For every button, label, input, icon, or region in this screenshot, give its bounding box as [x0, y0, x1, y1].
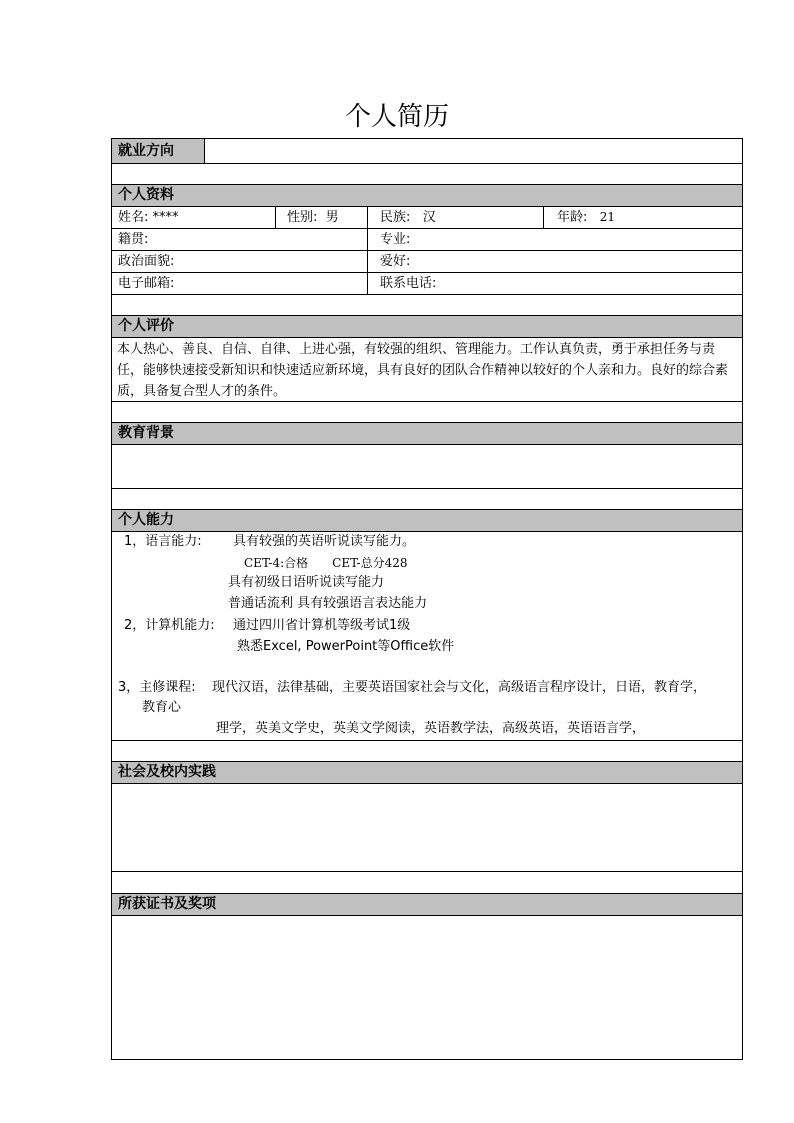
courses-line-1: 现代汉语，法律基础，主要英语国家社会与文化，高级语言程序设计，日语，教育学，: [212, 680, 707, 695]
computer-line-1: 通过四川省计算机等级考试1级: [233, 618, 411, 633]
courses-label: 3，主修课程:: [118, 680, 196, 695]
personal-row-2: [112, 229, 742, 251]
major-label: 专业:: [380, 232, 411, 247]
awards-body: [112, 916, 742, 1059]
abilities-heading: 个人能力: [118, 512, 174, 528]
language-line-4: 普通话流利 具有较强语言表达能力: [228, 596, 428, 611]
politics-label: 政治面貌:: [118, 254, 175, 269]
ethnicity-value: 汉: [422, 210, 436, 225]
spacer-row: [112, 295, 742, 316]
career-label: 就业方向: [118, 143, 174, 159]
page-title: 个人简历: [344, 102, 449, 132]
hobby-label: 爱好:: [380, 254, 411, 269]
age-value: 21: [599, 210, 616, 224]
spacer-row: [112, 872, 742, 894]
language-label: 1，语言能力:: [124, 534, 202, 549]
education-header: [112, 423, 742, 445]
awards-heading: 所获证书及奖项: [118, 896, 216, 912]
personal-row-4: [112, 273, 742, 295]
evaluation-header: [112, 316, 742, 338]
spacer-row: [112, 402, 742, 423]
name-value: ****: [152, 210, 179, 225]
resume-table: [111, 138, 743, 1060]
personal-header: [112, 185, 742, 207]
phone-label: 联系电话:: [380, 276, 437, 291]
personal-row-1: [112, 207, 742, 229]
awards-header: [112, 894, 742, 916]
name-label: 姓名:: [118, 210, 149, 225]
gender-label: 性别:: [287, 210, 318, 225]
courses-line-2: 教育心: [142, 700, 182, 715]
education-body: [112, 445, 742, 489]
career-row: [112, 139, 742, 164]
abilities-body: [112, 532, 742, 741]
personal-heading: 个人资料: [118, 187, 174, 203]
age-label: 年龄:: [557, 210, 588, 225]
spacer-row: [112, 164, 742, 185]
practice-header: [112, 762, 742, 784]
evaluation-text: 本人热心、善良、自信、自律、上进心强，有较强的组织、管理能力。工作认真负责，勇于承担任务与责任，能够快速接受新知识和快速适应新环境，具有良好的团队合作精神以较好的个人亲和力。良好的综合素质，具备复合型人才的条件。: [117, 342, 729, 399]
spacer-row: [112, 489, 742, 510]
hometown-label: 籍贯:: [118, 232, 149, 247]
personal-row-3: [112, 251, 742, 273]
evaluation-heading: 个人评价: [118, 318, 174, 334]
courses-line-3: 理学，英美文学史，英美文学阅读，英语教学法，高级英语，英语语言学，: [216, 721, 646, 736]
career-label-cell: [112, 139, 204, 163]
language-line-1: 具有较强的英语听说读写能力。: [233, 534, 416, 549]
language-line-2: CET-4:合格 CET-总分428: [244, 556, 408, 570]
abilities-header: [112, 510, 742, 532]
ethnicity-label: 民族:: [380, 210, 411, 225]
computer-line-2: 熟悉Excel, PowerPoint等Office软件: [237, 639, 455, 654]
gender-value: 男: [325, 210, 339, 225]
computer-label: 2，计算机能力:: [124, 618, 215, 633]
practice-body: [112, 784, 742, 872]
evaluation-body: [112, 338, 742, 402]
practice-heading: 社会及校内实践: [118, 764, 216, 780]
email-label: 电子邮箱:: [118, 276, 175, 291]
education-heading: 教育背景: [118, 425, 174, 441]
language-line-3: 具有初级日语听说读写能力: [228, 575, 385, 590]
spacer-row: [112, 741, 742, 762]
